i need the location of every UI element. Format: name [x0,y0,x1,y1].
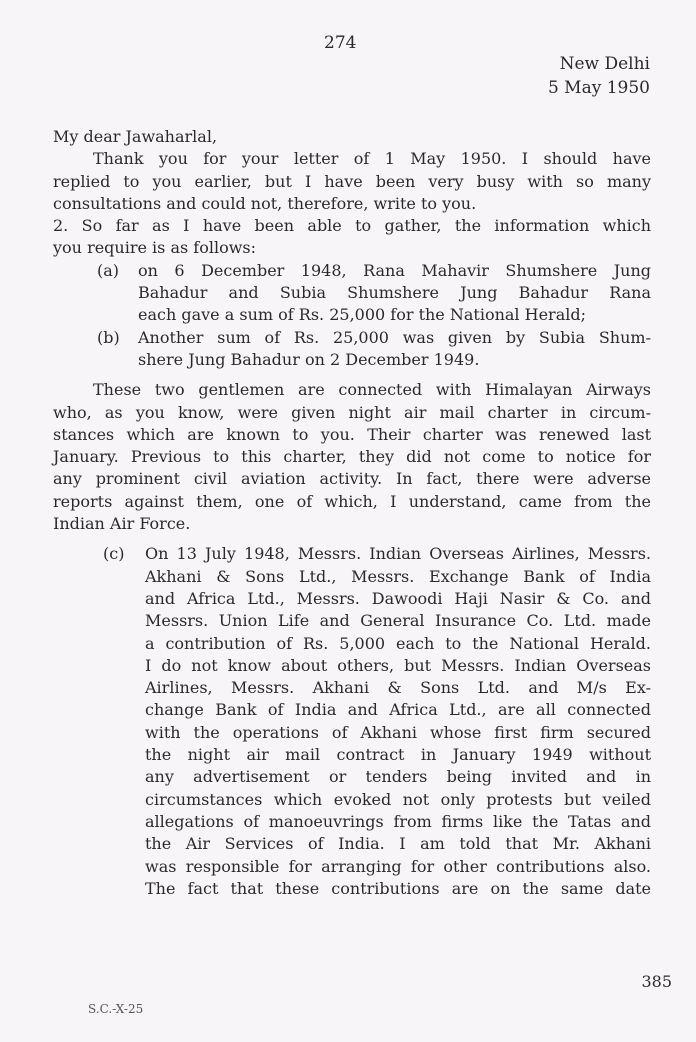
date: 5 May 1950 [547,78,650,98]
list-item-b: (b) Another sum of Rs. 25,000 was given by Subia Shum- shere Jung Bahadur on 2 December 1949. [97,327,651,369]
list-item-c: (c) On 13 July 1948, Messrs. Indian Overseas Airlines, Messrs. Akhani & Sons Ltd., Messrs. Exchange Bank of India and Africa Ltd., Messrs. Dawoodi Haji Nasir & Co. and Messrs. Union Life and General Insurance Co. Ltd. made a contribution of Rs. 5,000 each to the National Herald. I do not know about others, but Messrs. Indian Overseas Airlines, Messrs. Akhani & Sons Ltd. and M/s Ex- change Bank of India and Africa Ltd., are all connected with the operations of Akhani whose first firm secured the night air mail contract in January 1949 without any advertisement or tenders being invited and in circumstances which evoked not only protests but veiled allegations of manoeuvrings from firms like the Tatas and the Air Services of India. I am told that Mr. Akhani was responsible for arranging for other contributions also. The fact that these contributions are on the same date [103,544,651,898]
signature-mark: S.C.-X-25 [88,1002,144,1016]
page-number-top: 274 [324,33,357,53]
salutation: My dear Jawaharlal, [53,127,218,146]
item-label: (b) [97,327,120,347]
paragraph-1: Thank you for your letter of 1 May 1950. I should have replied to you earlier, but I have been very busy with so many consultations and could not, therefore, write to you. [53,149,651,213]
letter-heading [548,52,650,100]
letter-body [53,126,651,900]
list-item-a: (a) on 6 December 1948, Rana Mahavir Shumshere Jung Bahadur and Subia Shumshere Jung Bahadur Rana each gave a sum of Rs. 25,000 for the National Herald; [97,260,651,325]
item-label: (a) [97,260,120,280]
item-label: (c) [103,544,125,564]
place: New Delhi [559,54,650,74]
page-number-bottom: 385 [641,972,672,991]
paragraph-2: 2. So far as I have been able to gather, the information which you require is as follows: [53,216,651,258]
paragraph-3: These two gentlemen are connected with Himalayan Airways who, as you know, were given night air mail charter in circum- stances which are known to you. Their charter was renewed last January. Previous to this charter, they did not come to notice for any prominent civil aviation activity. In fact, there were adverse reports against them, one of which, I understand, came from the Indian Air Force. [53,380,651,534]
